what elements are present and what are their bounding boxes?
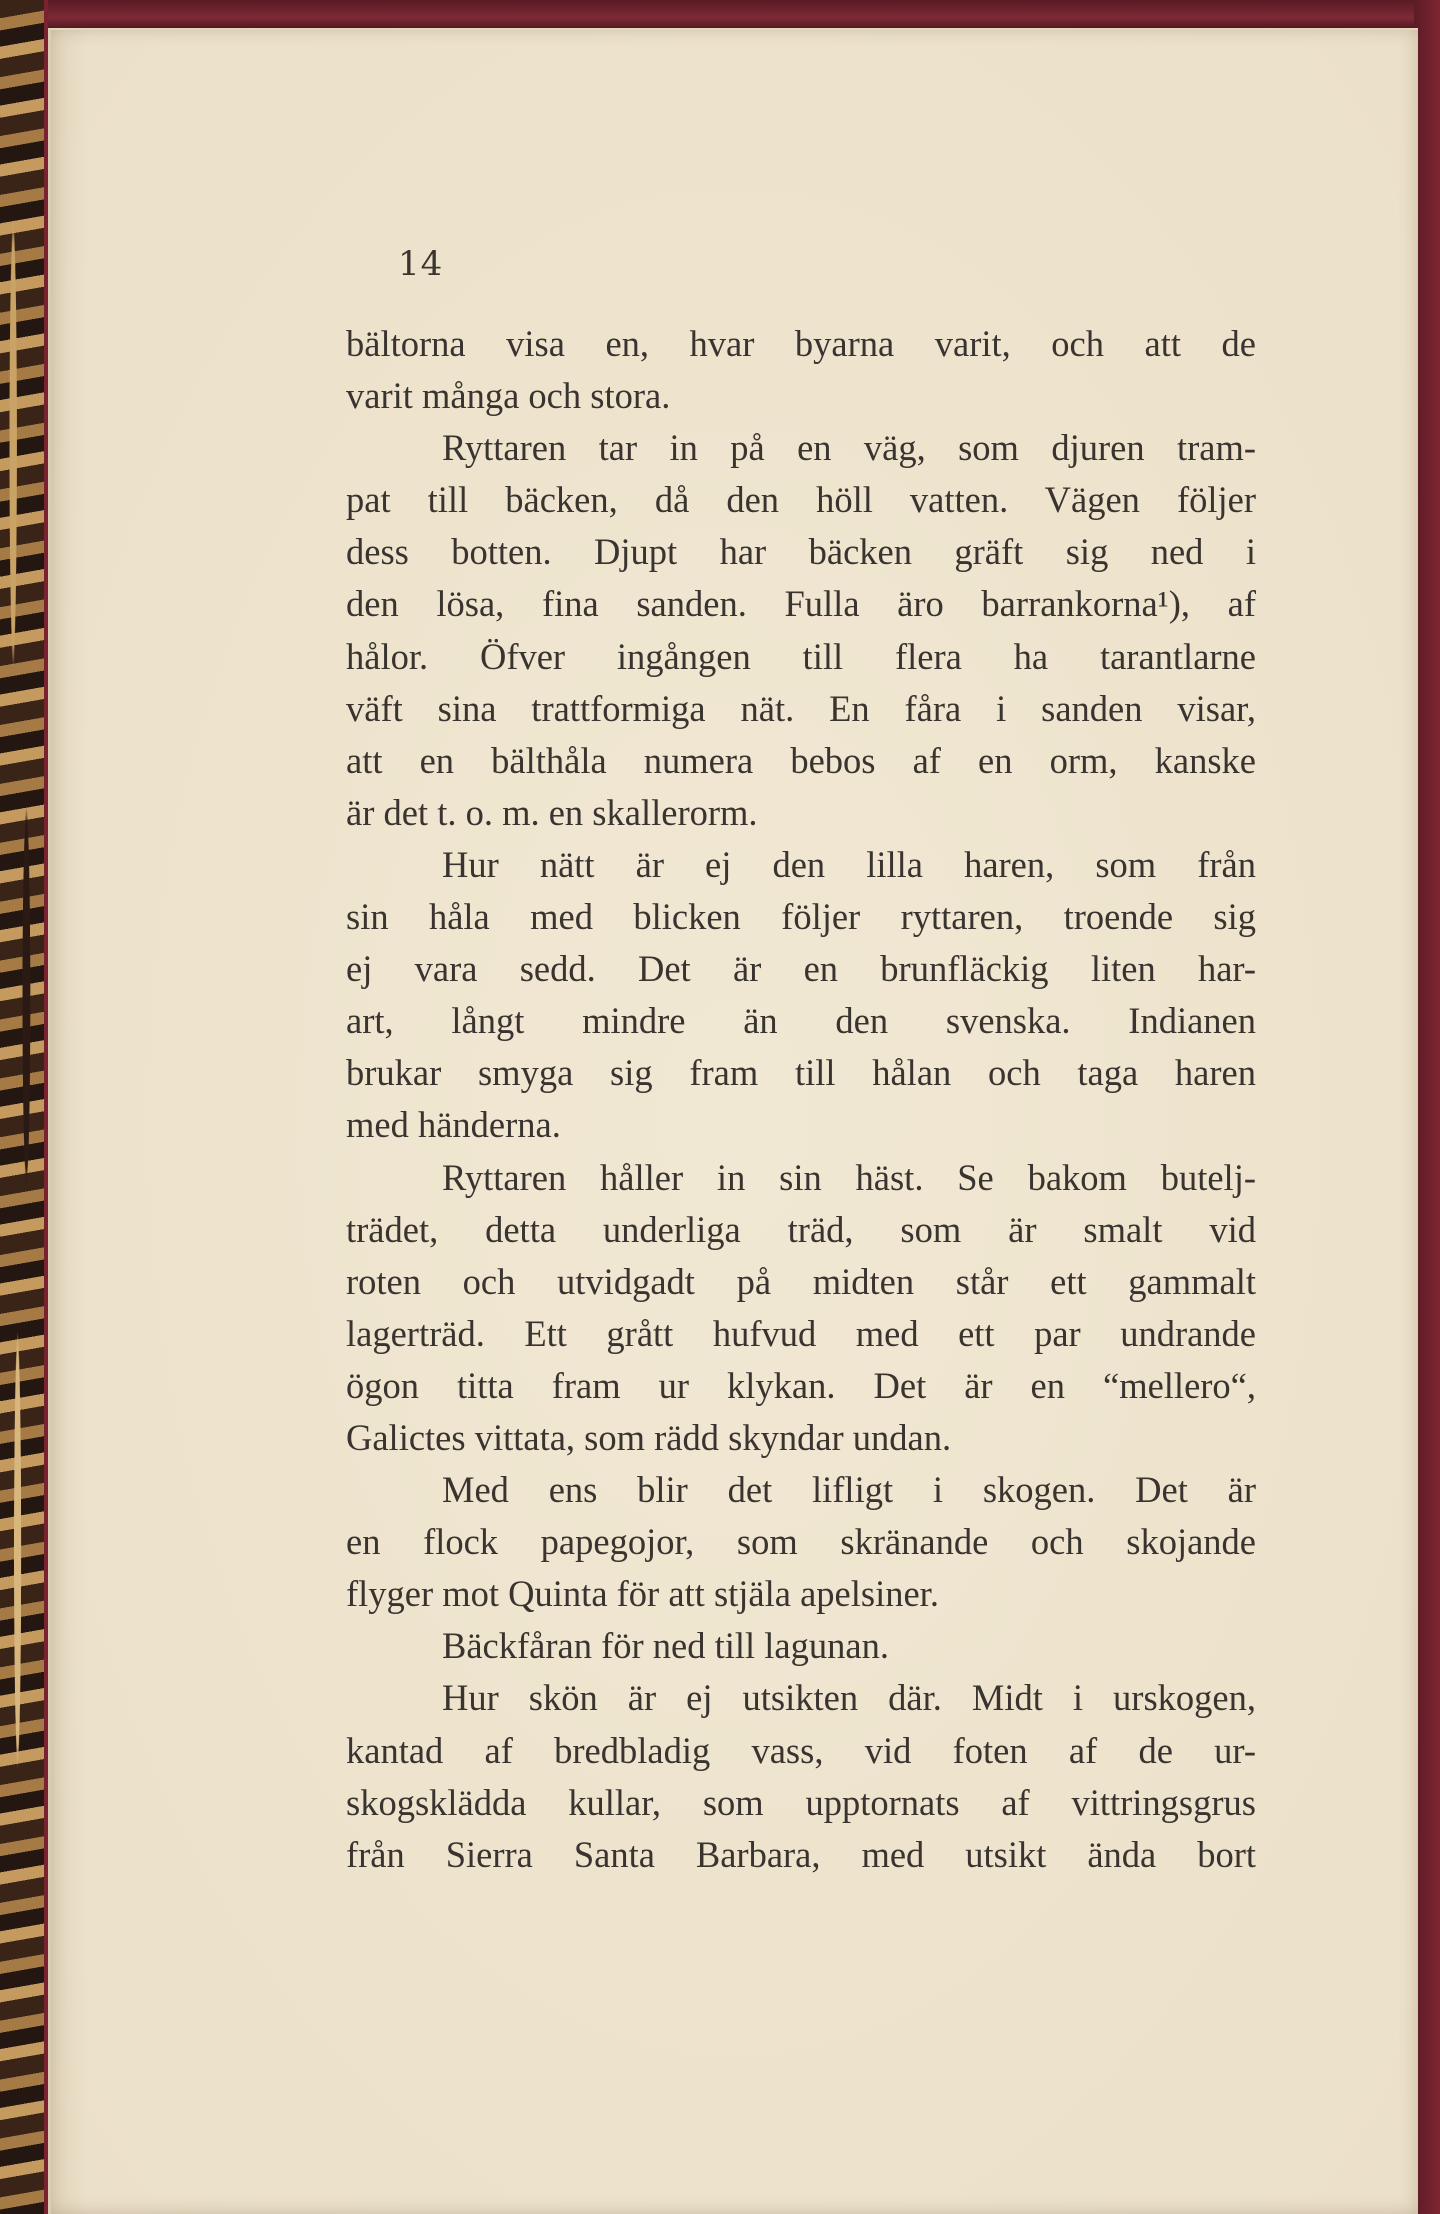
text-line: trädet, detta underliga träd, som är smalt vid [346,1208,1256,1250]
text-line: lagerträd. Ett grått hufvud med ett par undrande [346,1312,1256,1354]
text-line: ej vara sedd. Det är en brunfläckig liten har- [346,948,1256,990]
page-number: 14 [398,244,444,284]
text-line: varit många och stora. [346,375,671,417]
text-line: att en bälthåla numera bebos af en orm, kanske [346,739,1256,781]
text-line: ögon titta fram ur klykan. Det är en “mellero“, [346,1364,1256,1406]
text-line: Hur skön är ej utsikten där. Midt i urskogen, [442,1677,1256,1719]
text-line: dess botten. Djupt har bäcken gräft sig ned i [346,531,1256,573]
text-line: kantad af bredbladig vass, vid foten af de ur- [346,1729,1256,1771]
text-line: Ryttaren tar in på en väg, som djuren tram- [442,427,1256,469]
text-line: den lösa, fina sanden. Fulla äro barrankorna¹), af [346,583,1256,625]
text-line: pat till bäcken, då den höll vatten. Vägen följer [346,479,1256,521]
text-line: en flock papegojor, som skränande och skojande [346,1521,1256,1563]
text-line: hålor. Öfver ingången till flera ha tarantlarne [346,635,1256,677]
text-line: är det t. o. m. en skallerorm. [346,791,758,833]
text-line: brukar smyga sig fram till hålan och taga haren [346,1052,1256,1094]
text-line: bältorna visa en, hvar byarna varit, och att de [346,323,1256,364]
text-line: skogsklädda kullar, som upptornats af vittringsgrus [346,1781,1256,1823]
text-line: Med ens blir det lifligt i skogen. Det är [442,1469,1256,1511]
book-cover-top-edge [0,0,1440,30]
body-text [346,318,1256,1881]
marbled-binding-edge [0,0,48,2214]
text-line: roten och utvidgadt på midten står ett gammalt [346,1260,1256,1302]
text-line: flyger mot Quinta för att stjäla apelsiner. [346,1573,939,1615]
text-line: art, långt mindre än den svenska. Indianen [346,1000,1256,1042]
text-line: Ryttaren håller in sin häst. Se bakom butelj- [442,1156,1256,1198]
text-line: väft sina trattformiga nät. En fåra i sanden visar, [346,687,1256,729]
text-line: med händerna. [346,1104,561,1146]
text-line: sin håla med blicken följer ryttaren, troende sig [346,896,1256,938]
text-line: från Sierra Santa Barbara, med utsikt ända bort [346,1833,1256,1875]
text-line: Galictes vittata, som rädd skyndar undan. [346,1416,952,1458]
text-line: Bäckfåran för ned till lagunan. [442,1625,889,1667]
text-line: Hur nätt är ej den lilla haren, som från [442,843,1256,885]
